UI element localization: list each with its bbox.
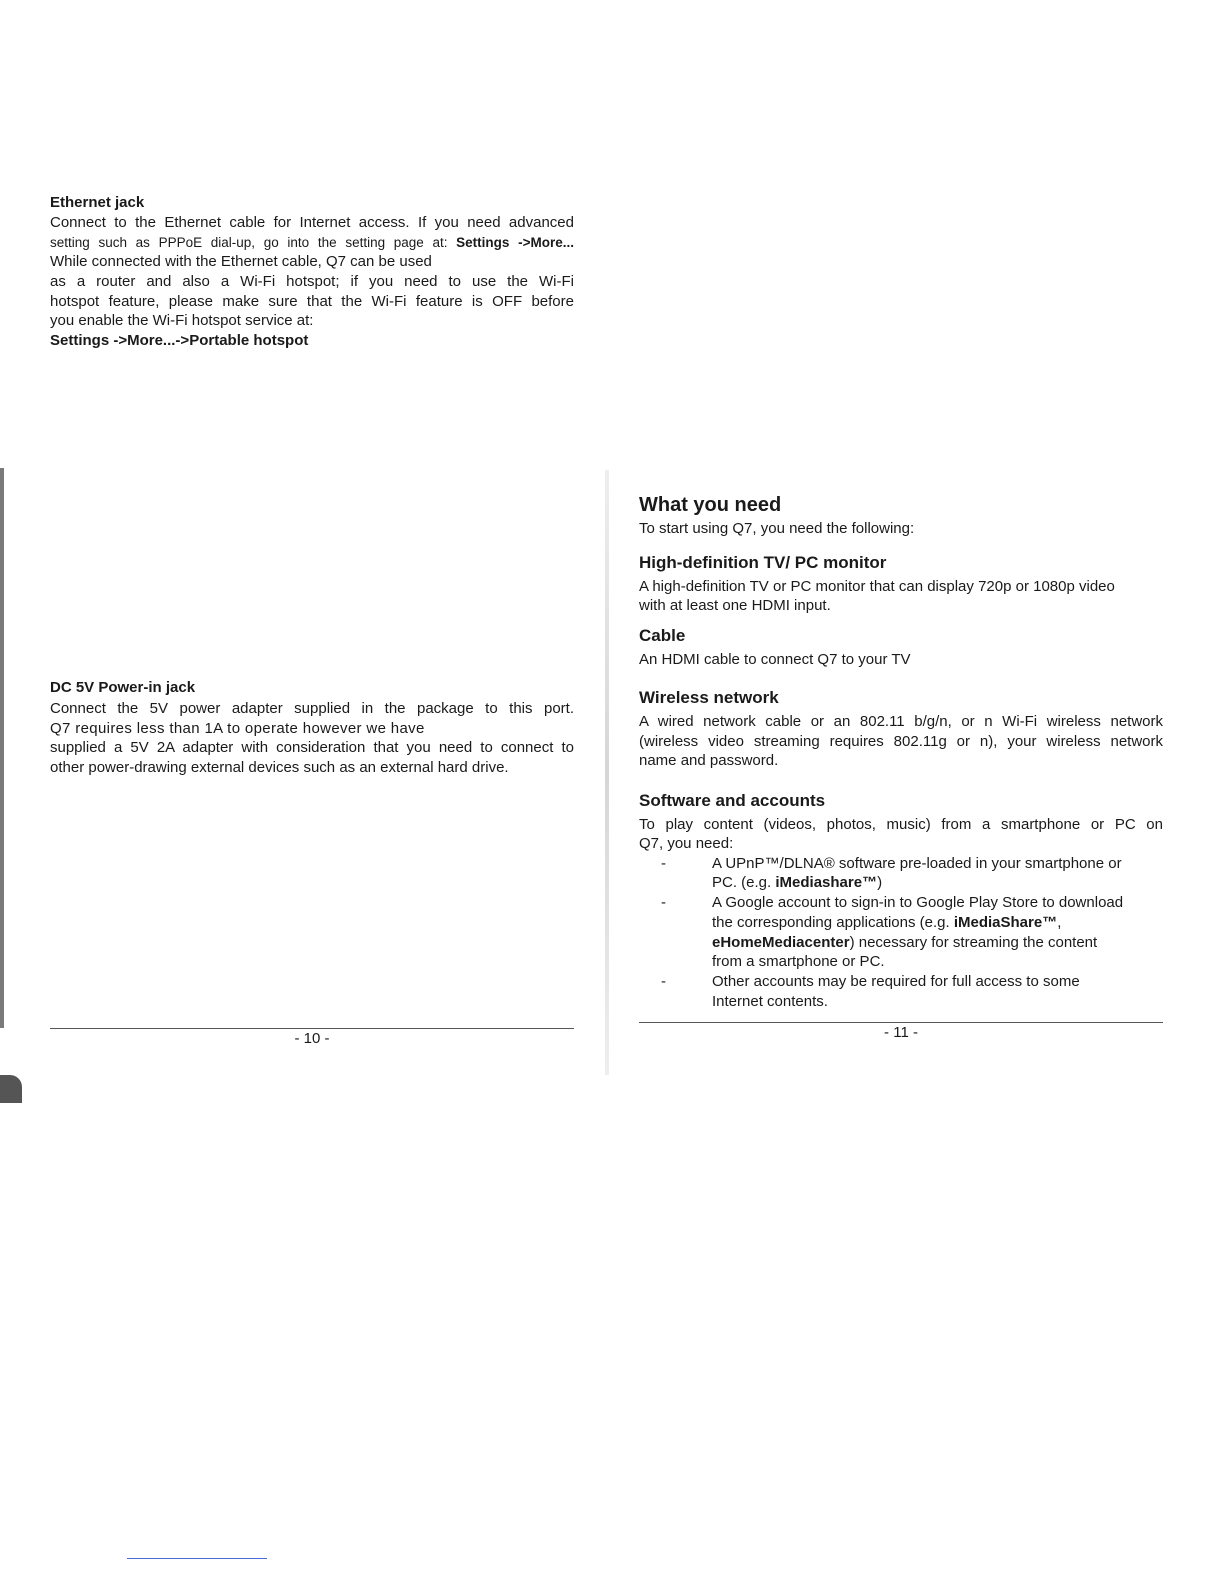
bullet-dash-1: -	[661, 855, 666, 872]
settings-more-path: Settings ->More...	[456, 235, 574, 250]
scan-artifact-line	[127, 1558, 267, 1559]
software-line-1: To play content (videos, photos, music) from a smartphone or PC on	[639, 816, 1163, 833]
ethernet-line-4: as a router and also a Wi-Fi hotspot; if you need to use the Wi-Fi	[50, 273, 574, 290]
software-heading: Software and accounts	[639, 791, 826, 810]
ethernet-line-3: While connected with the Ethernet cable, Q7 can be used	[50, 253, 432, 270]
ethernet-line-1: Connect to the Ethernet cable for Internet access. If you need advanced	[50, 214, 574, 231]
ethernet-line-2	[50, 233, 574, 252]
what-you-need-heading: What you need	[639, 494, 782, 516]
software-line-2: Q7, you need:	[639, 835, 734, 852]
imediashare-app-name: iMediaShare™	[953, 914, 1058, 931]
wireless-line-3: name and password.	[639, 752, 779, 769]
bullet-2-line-2-pre: the corresponding applications (e.g.	[712, 914, 954, 931]
cable-heading: Cable	[639, 626, 686, 645]
footer-rule	[50, 1028, 574, 1029]
bullet-2-line-1: A Google account to sign-in to Google Play Store to download	[712, 894, 1124, 911]
intro-line: To start using Q7, you need the following:	[639, 520, 915, 537]
bullet-2-line-2	[712, 913, 1163, 932]
wireless-line-2: (wireless video streaming requires 802.11g or n), your wireless network	[639, 733, 1163, 750]
bullet-2-line-3-post: ) necessary for streaming the content	[849, 934, 1098, 951]
hdtv-line-1: A high-definition TV or PC monitor that can display 720p or 1080p video	[639, 578, 1115, 595]
power-line-1: Connect the 5V power adapter supplied in the package to this port.	[50, 700, 574, 717]
bullet-3-line-1: Other accounts may be required for full access to some	[712, 973, 1080, 990]
bullet-1-line-2-post: )	[877, 874, 883, 891]
page-number: - 11 -	[884, 1024, 918, 1041]
power-line-4: other power-drawing external devices such as an external hard drive.	[50, 759, 509, 776]
portable-hotspot-path: Settings ->More...->Portable hotspot	[50, 332, 309, 349]
bullet-2-line-4: from a smartphone or PC.	[712, 953, 885, 970]
hdtv-line-2: with at least one HDMI input.	[639, 597, 831, 614]
bullet-3-line-2: Internet contents.	[712, 993, 828, 1010]
ethernet-line-2-text: setting such as PPPoE dial-up, go into the setting page at:	[50, 235, 457, 250]
scan-edge-blot	[0, 1075, 22, 1103]
ehomemediacenter-name: eHomeMediacenter	[712, 934, 850, 951]
hdtv-heading: High-definition TV/ PC monitor	[639, 553, 887, 572]
scan-edge-shadow	[0, 468, 4, 1028]
book-spine-shadow	[605, 470, 609, 1075]
power-line-3: supplied a 5V 2A adapter with consideration that you need to connect to	[50, 739, 574, 756]
imediashare-name: iMediashare™	[775, 874, 878, 891]
bullet-dash-2: -	[661, 894, 666, 911]
bullet-dash-3: -	[661, 973, 666, 990]
ethernet-line-5: hotspot feature, please make sure that the Wi-Fi feature is OFF before	[50, 293, 574, 310]
bullet-1-line-2-pre: PC. (e.g.	[712, 874, 776, 891]
ethernet-jack-heading: Ethernet jack	[50, 194, 145, 211]
page-number: - 10 -	[294, 1030, 330, 1047]
wireless-line-1: A wired network cable or an 802.11 b/g/n, or n Wi-Fi wireless network	[639, 713, 1163, 730]
power-jack-heading: DC 5V Power-in jack	[50, 679, 196, 696]
bullet-1-line-2	[712, 873, 1163, 892]
footer-rule	[639, 1022, 1163, 1023]
bullet-2-line-3	[712, 933, 1163, 952]
cable-line-1: An HDMI cable to connect Q7 to your TV	[639, 651, 911, 668]
bullet-1-line-1: A UPnP™/DLNA® software pre-loaded in your smartphone or	[712, 855, 1122, 872]
bullet-2-line-2-post: ,	[1057, 914, 1062, 931]
wireless-heading: Wireless network	[639, 688, 779, 707]
power-line-2: Q7 requires less than 1A to operate however we have	[50, 720, 425, 737]
ethernet-line-6: you enable the Wi-Fi hotspot service at:	[50, 312, 314, 329]
